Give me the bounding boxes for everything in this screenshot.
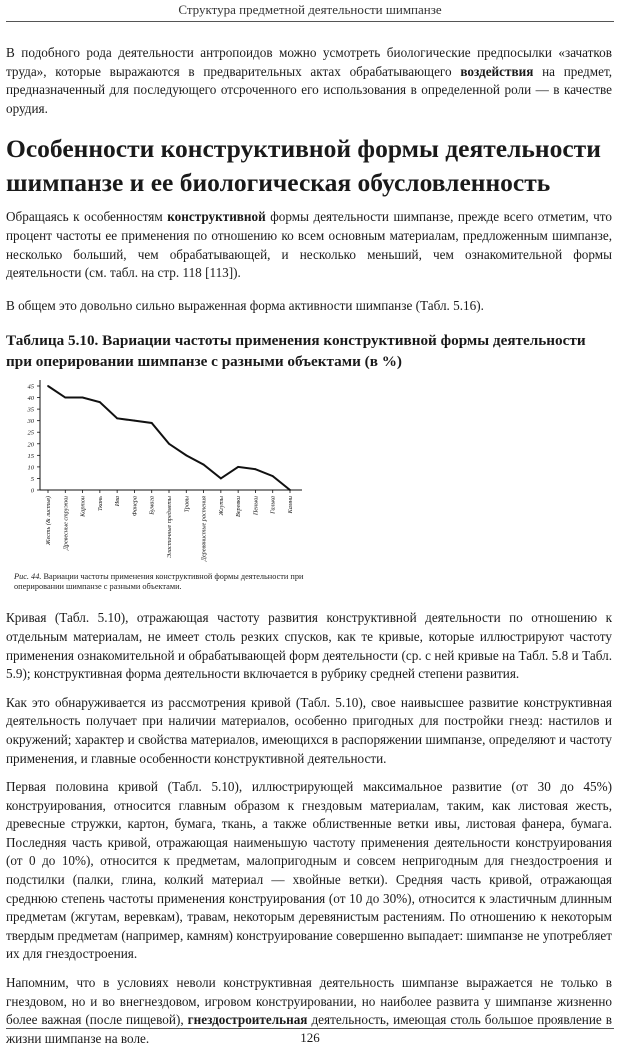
data-point bbox=[151, 422, 153, 424]
data-point bbox=[47, 385, 49, 387]
table-title: Таблица 5.10. Вариации частоты применения конструктивной формы деятельности при оперировании шимпанзе с разными объектами (в %) bbox=[6, 332, 586, 370]
x-tick-label: Ткань bbox=[96, 496, 104, 512]
data-point bbox=[64, 397, 66, 399]
paragraph-5: Первая половина кривой (Табл. 5.10), иллюстрирующей максимальное развитие (от 30 до 45%) конструирования, относится главным образом к гнездовым материалам, таким, как листовая жесть, древесные стружки, картон, бумага, ткань, а также облиственные ветки ивы, листовая фанера, бумага. Последняя часть кривой, отражающая наименьшую частоту применения деятельности конструирования (от 0 до 10%), относится к предметам, малопригодным и совсем непригодным для гнездостроения и подстилки (палки, глина, колкий материал — хвойные ветки). Средняя часть кривой, отражающая среднюю степень частоты применения конструирования (от 10 до 30%), относится к эластичным длинным предметам (жгутам, веревкам), травам, некоторым деревянистым растениям. По отношению к некоторым твердым предметам (например, камням) конструирование совершенно выпадает: шимпанзе не употребляет их для гнездостроения. bbox=[6, 779, 612, 962]
data-point bbox=[272, 476, 274, 478]
data-point bbox=[255, 469, 257, 471]
y-tick-label: 15 bbox=[27, 453, 34, 461]
data-point bbox=[237, 466, 239, 468]
data-point bbox=[220, 478, 222, 480]
x-tick-label: Камни bbox=[287, 496, 294, 514]
paragraph-4: Как это обнаруживается из рассмотрения кривой (Табл. 5.10), свое наивысшее развитие конструктивная деятельность получает при наличии материалов, особенно пригодных для постройки гнезд: настилов и окружений; характер и свойства материалов, имеющихся в распоряжении шимпанзе, определяют и частоту применения, и главные особенности конструктивной деятельности. bbox=[6, 694, 612, 766]
data-point bbox=[168, 443, 170, 445]
series-line bbox=[48, 386, 290, 490]
paragraph-1: Обращаясь к особенностям конструктивной формы деятельности шимпанзе, прежде всего отметим, что процент частоты ее применения по отношению ко всем основным материалам, предложенным шимпанзе, несколько больший, чем обрабатывающей, и несколько меньший, чем ознакомительной формы деятельности (см. табл. на стр. 118 [113]). bbox=[6, 209, 612, 281]
intro-paragraph: В подобного рода деятельности антропоидов можно усмотреть биологические предпосылки «зачатков труда», которые выражаются в предварительных актах обрабатывающего воздействия на предмет, предназначенный для последующего отсроченного его использования в определенной роли — в качестве орудия. bbox=[6, 45, 613, 116]
y-tick-label: 10 bbox=[27, 464, 34, 472]
x-tick-label: Деревянистые растения bbox=[200, 496, 208, 562]
x-tick-label: Эластичные предметы bbox=[166, 496, 173, 559]
paragraph-3: Кривая (Табл. 5.10), отражающая частоту развития конструктивной деятельности по отношению к отдельным материалам, не имеет столь резких спусков, как те кривые, которые иллюстрируют частоту применения ознакомительной и обрабатывающей форм деятельности (ср. с ней кривые на Табл. 5.8 и Табл. 5.9); конструктивная форма деятельности включается в рубрику средней степени развития. bbox=[6, 610, 612, 682]
data-point bbox=[203, 464, 205, 466]
page-body bbox=[6, 44, 612, 1048]
x-tick-label: Жесть (& листья) bbox=[45, 496, 52, 546]
x-tick-label: Древесные стружки bbox=[62, 496, 70, 551]
figure-chart bbox=[2, 374, 332, 596]
y-tick-label: 45 bbox=[27, 383, 34, 391]
y-tick-label: 5 bbox=[30, 476, 34, 484]
x-tick-label: Веревки bbox=[235, 496, 243, 518]
data-point bbox=[99, 402, 101, 404]
section-heading: Особенности конструктивной формы деятельности шимпанзе и ее биологическая обусловленность bbox=[6, 134, 601, 198]
data-point bbox=[82, 397, 84, 399]
footer-rule bbox=[6, 1028, 614, 1029]
x-tick-label: Галька bbox=[269, 496, 277, 515]
x-tick-label: Жгуты bbox=[217, 496, 225, 516]
figure-caption: Рис. 44. Вариации частоты применения конструктивной формы деятельности при оперировании шимпанзе с разными объектами. bbox=[14, 572, 304, 592]
y-tick-label: 20 bbox=[27, 441, 34, 449]
data-point bbox=[185, 455, 187, 457]
y-tick-label: 25 bbox=[27, 430, 34, 438]
x-tick-label: Пеньки bbox=[252, 496, 260, 516]
line-chart bbox=[2, 374, 332, 570]
header-rule bbox=[6, 21, 614, 22]
page-number: 126 bbox=[300, 1030, 320, 1045]
y-tick-label: 35 bbox=[27, 406, 34, 414]
x-tick-label: Бумага bbox=[148, 496, 156, 516]
x-tick-label: Травы bbox=[183, 496, 191, 513]
y-tick-label: 40 bbox=[27, 395, 34, 403]
x-tick-label: Фанера bbox=[131, 496, 139, 517]
y-tick-label: 0 bbox=[30, 487, 34, 495]
paragraph-6: Напомним, что в условиях неволи конструктивная деятельность шимпанзе выражается не только в гнездовом, но и во внегнездовом, игровом конструировании, но наиболее развита у шимпанзе жизненно более важная (после пищевой), гнездостроительная деятельность, имеющая столь большое проявление в жизни шимпанзе на воле. bbox=[6, 975, 612, 1046]
paragraph-2: В общем это довольно сильно выраженная форма активности шимпанзе (Табл. 5.16). bbox=[6, 297, 484, 313]
x-tick-label: Ива bbox=[114, 496, 122, 507]
x-tick-label: Картон bbox=[79, 496, 87, 518]
data-point bbox=[134, 420, 136, 422]
y-tick-label: 30 bbox=[27, 418, 34, 426]
data-point bbox=[116, 418, 118, 420]
running-head: Структура предметной деятельности шимпанзе bbox=[178, 2, 442, 17]
